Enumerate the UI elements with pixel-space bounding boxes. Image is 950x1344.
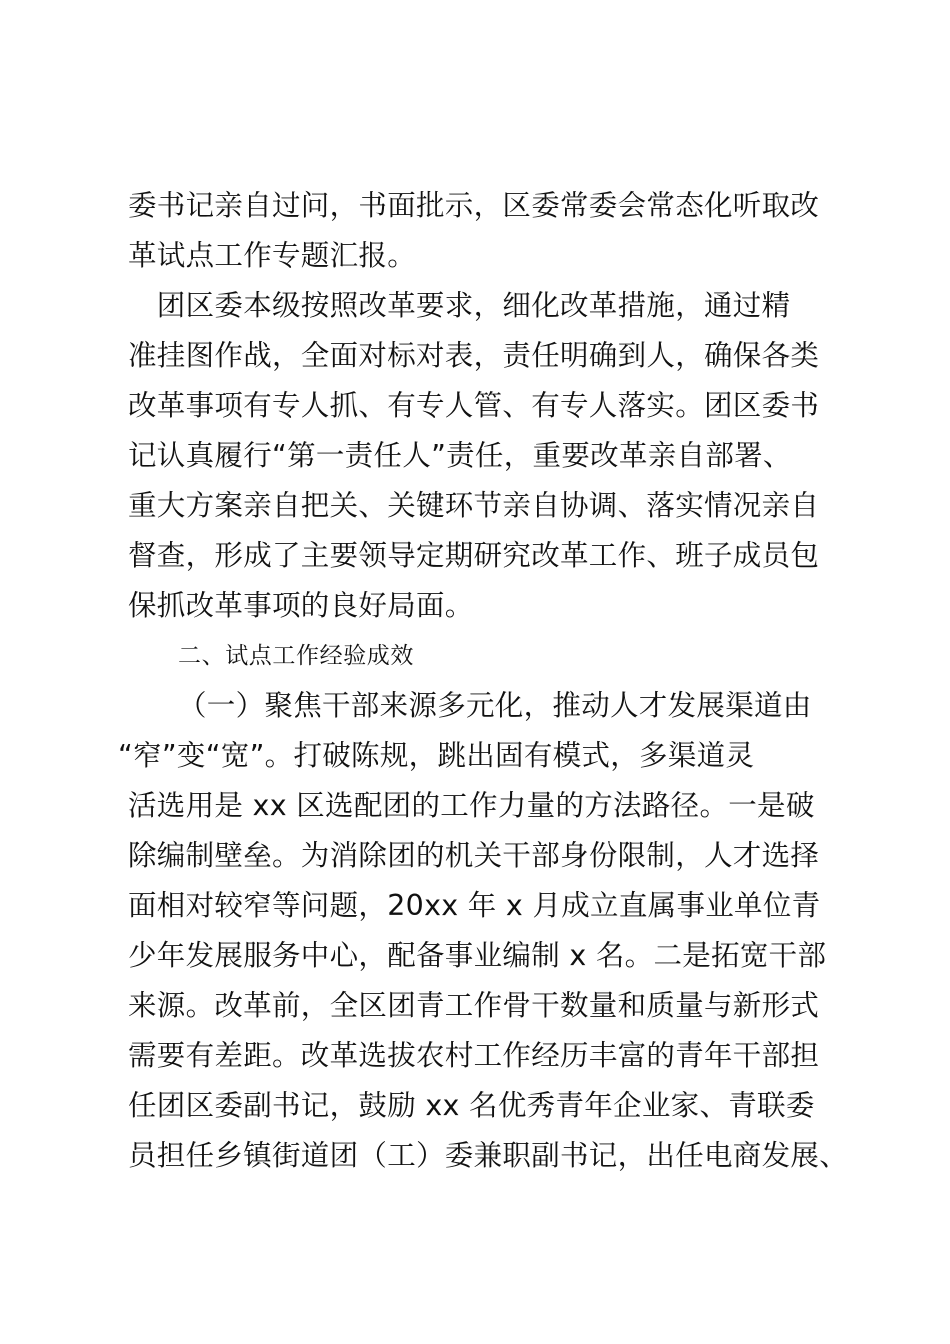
text-line: 来源。改革前，全区团青工作骨干数量和质量与新形式 <box>128 989 820 1022</box>
text-line: 任团区委副书记，鼓励 xx 名优秀青年企业家、青联委 <box>128 1089 815 1122</box>
text-line: 需要有差距。改革选拔农村工作经历丰富的青年干部担 <box>128 1039 820 1072</box>
text-line: 少年发展服务中心，配备事业编制 x 名。二是拓宽干部 <box>128 939 827 972</box>
text-line: 面相对较窄等问题，20xx 年 x 月成立直属事业单位青 <box>128 889 821 922</box>
text-line: “窄”变“宽”。打破陈规，跳出固有模式，多渠道灵 <box>118 739 755 772</box>
text-line: 团区委本级按照改革要求，细化改革措施，通过精 <box>128 289 791 322</box>
text-line: 保抓改革事项的良好局面。 <box>128 589 474 622</box>
text-line: 除编制壁垒。为消除团的机关干部身份限制，人才选择 <box>128 839 820 872</box>
text-line: 重大方案亲自把关、关键环节亲自协调、落实情况亲自 <box>128 489 820 522</box>
text-line: 准挂图作战，全面对标对表，责任明确到人，确保各类 <box>128 339 820 372</box>
text-line: 活选用是 xx 区选配团的工作力量的方法路径。一是破 <box>128 789 815 822</box>
text-line: 记认真履行“第一责任人”责任，重要改革亲自部署、 <box>128 439 792 472</box>
text-line: 员担任乡镇街道团（工）委兼职副书记，出任电商发展、 <box>128 1139 849 1172</box>
text-line: 委书记亲自过问，书面批示，区委常委会常态化听取改 <box>128 189 820 222</box>
text-line: 督查，形成了主要领导定期研究改革工作、班子成员包 <box>128 539 820 572</box>
text-line: （一）聚焦干部来源多元化，推动人才发展渠道由 <box>178 689 812 722</box>
section-heading: 二、试点工作经验成效 <box>178 643 414 669</box>
text-line: 改革事项有专人抓、有专人管、有专人落实。团区委书 <box>128 389 820 422</box>
text-line: 革试点工作专题汇报。 <box>128 239 417 272</box>
